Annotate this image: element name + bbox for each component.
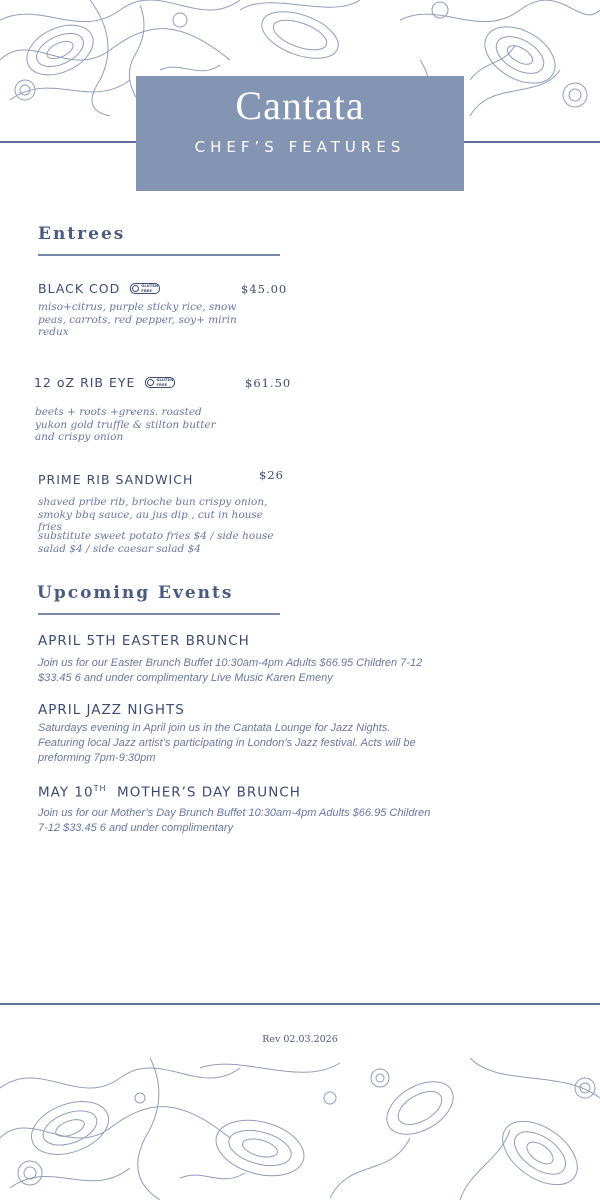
gluten-free-icon <box>132 285 139 292</box>
entree-substitution-note: substitute sweet potato fries $4 / side house salad $4 / side caesar salad $4 <box>38 530 274 555</box>
entree-description: shaved pribe rib, brioche bun crispy onion, smoky bbq sauce, au jus dip , cut in house fries <box>38 496 268 533</box>
menu-subtitle: CHEF’S FEATURES <box>194 138 406 156</box>
entree-name-prime-rib-sandwich: PRIME RIB SANDWICH <box>38 472 194 487</box>
entree-price: $61.50 <box>245 376 292 390</box>
entree-description: beets + roots +greens. roasted yukon gold truffle & stilton butter and crispy onion <box>35 406 216 443</box>
gluten-free-icon <box>147 379 154 386</box>
entree-name-rib-eye: 12 oZ RIB EYE GLUTEN FREE <box>34 375 175 390</box>
footer-rule <box>0 1003 600 1005</box>
event-description: Join us for our Easter Brunch Buffet 10:30am-4pm Adults $66.95 Children 7-12 $33.45 6 and under complimentary Live Music Karen Emeny <box>38 657 423 684</box>
entree-price: $45.00 <box>241 282 288 296</box>
events-heading: Upcoming Events <box>37 583 234 603</box>
events-rule <box>38 613 280 615</box>
entree-price: $26 <box>259 468 284 482</box>
entree-description: miso+citrus, purple sticky rice, snow peas, carrots, red pepper, soy+ mirin redux <box>38 301 237 338</box>
entrees-heading: Entrees <box>38 224 126 244</box>
event-title-mothers-day-brunch: MAY 10TH MOTHER’S DAY BRUNCH <box>38 784 301 801</box>
event-title-jazz-nights: APRIL JAZZ NIGHTS <box>38 702 185 718</box>
entree-name-black-cod: BLACK COD GLUTEN FREE <box>38 281 160 296</box>
event-title-easter-brunch: APRIL 5TH EASTER BRUNCH <box>38 633 250 649</box>
bottom-paisley-pattern <box>0 1058 600 1200</box>
event-description: Saturdays evening in April join us in the Cantata Lounge for Jazz Nights. Featuring local Jazz artist’s participating in London’s Jazz festival. Acts will be preforming 7pm-9:30pm <box>38 722 416 764</box>
revision-date: Rev 02.03.2026 <box>262 1034 338 1045</box>
gluten-free-badge: GLUTEN FREE <box>145 377 175 388</box>
entrees-rule <box>38 254 280 256</box>
event-description: Join us for our Mother’s Day Brunch Buffet 10:30am-4pm Adults $66.95 Children 7-12 $33.45 6 and under complimentary <box>38 807 431 834</box>
restaurant-name: Cantata <box>235 83 365 128</box>
gluten-free-badge: GLUTEN FREE <box>130 283 160 294</box>
title-box <box>136 76 464 191</box>
